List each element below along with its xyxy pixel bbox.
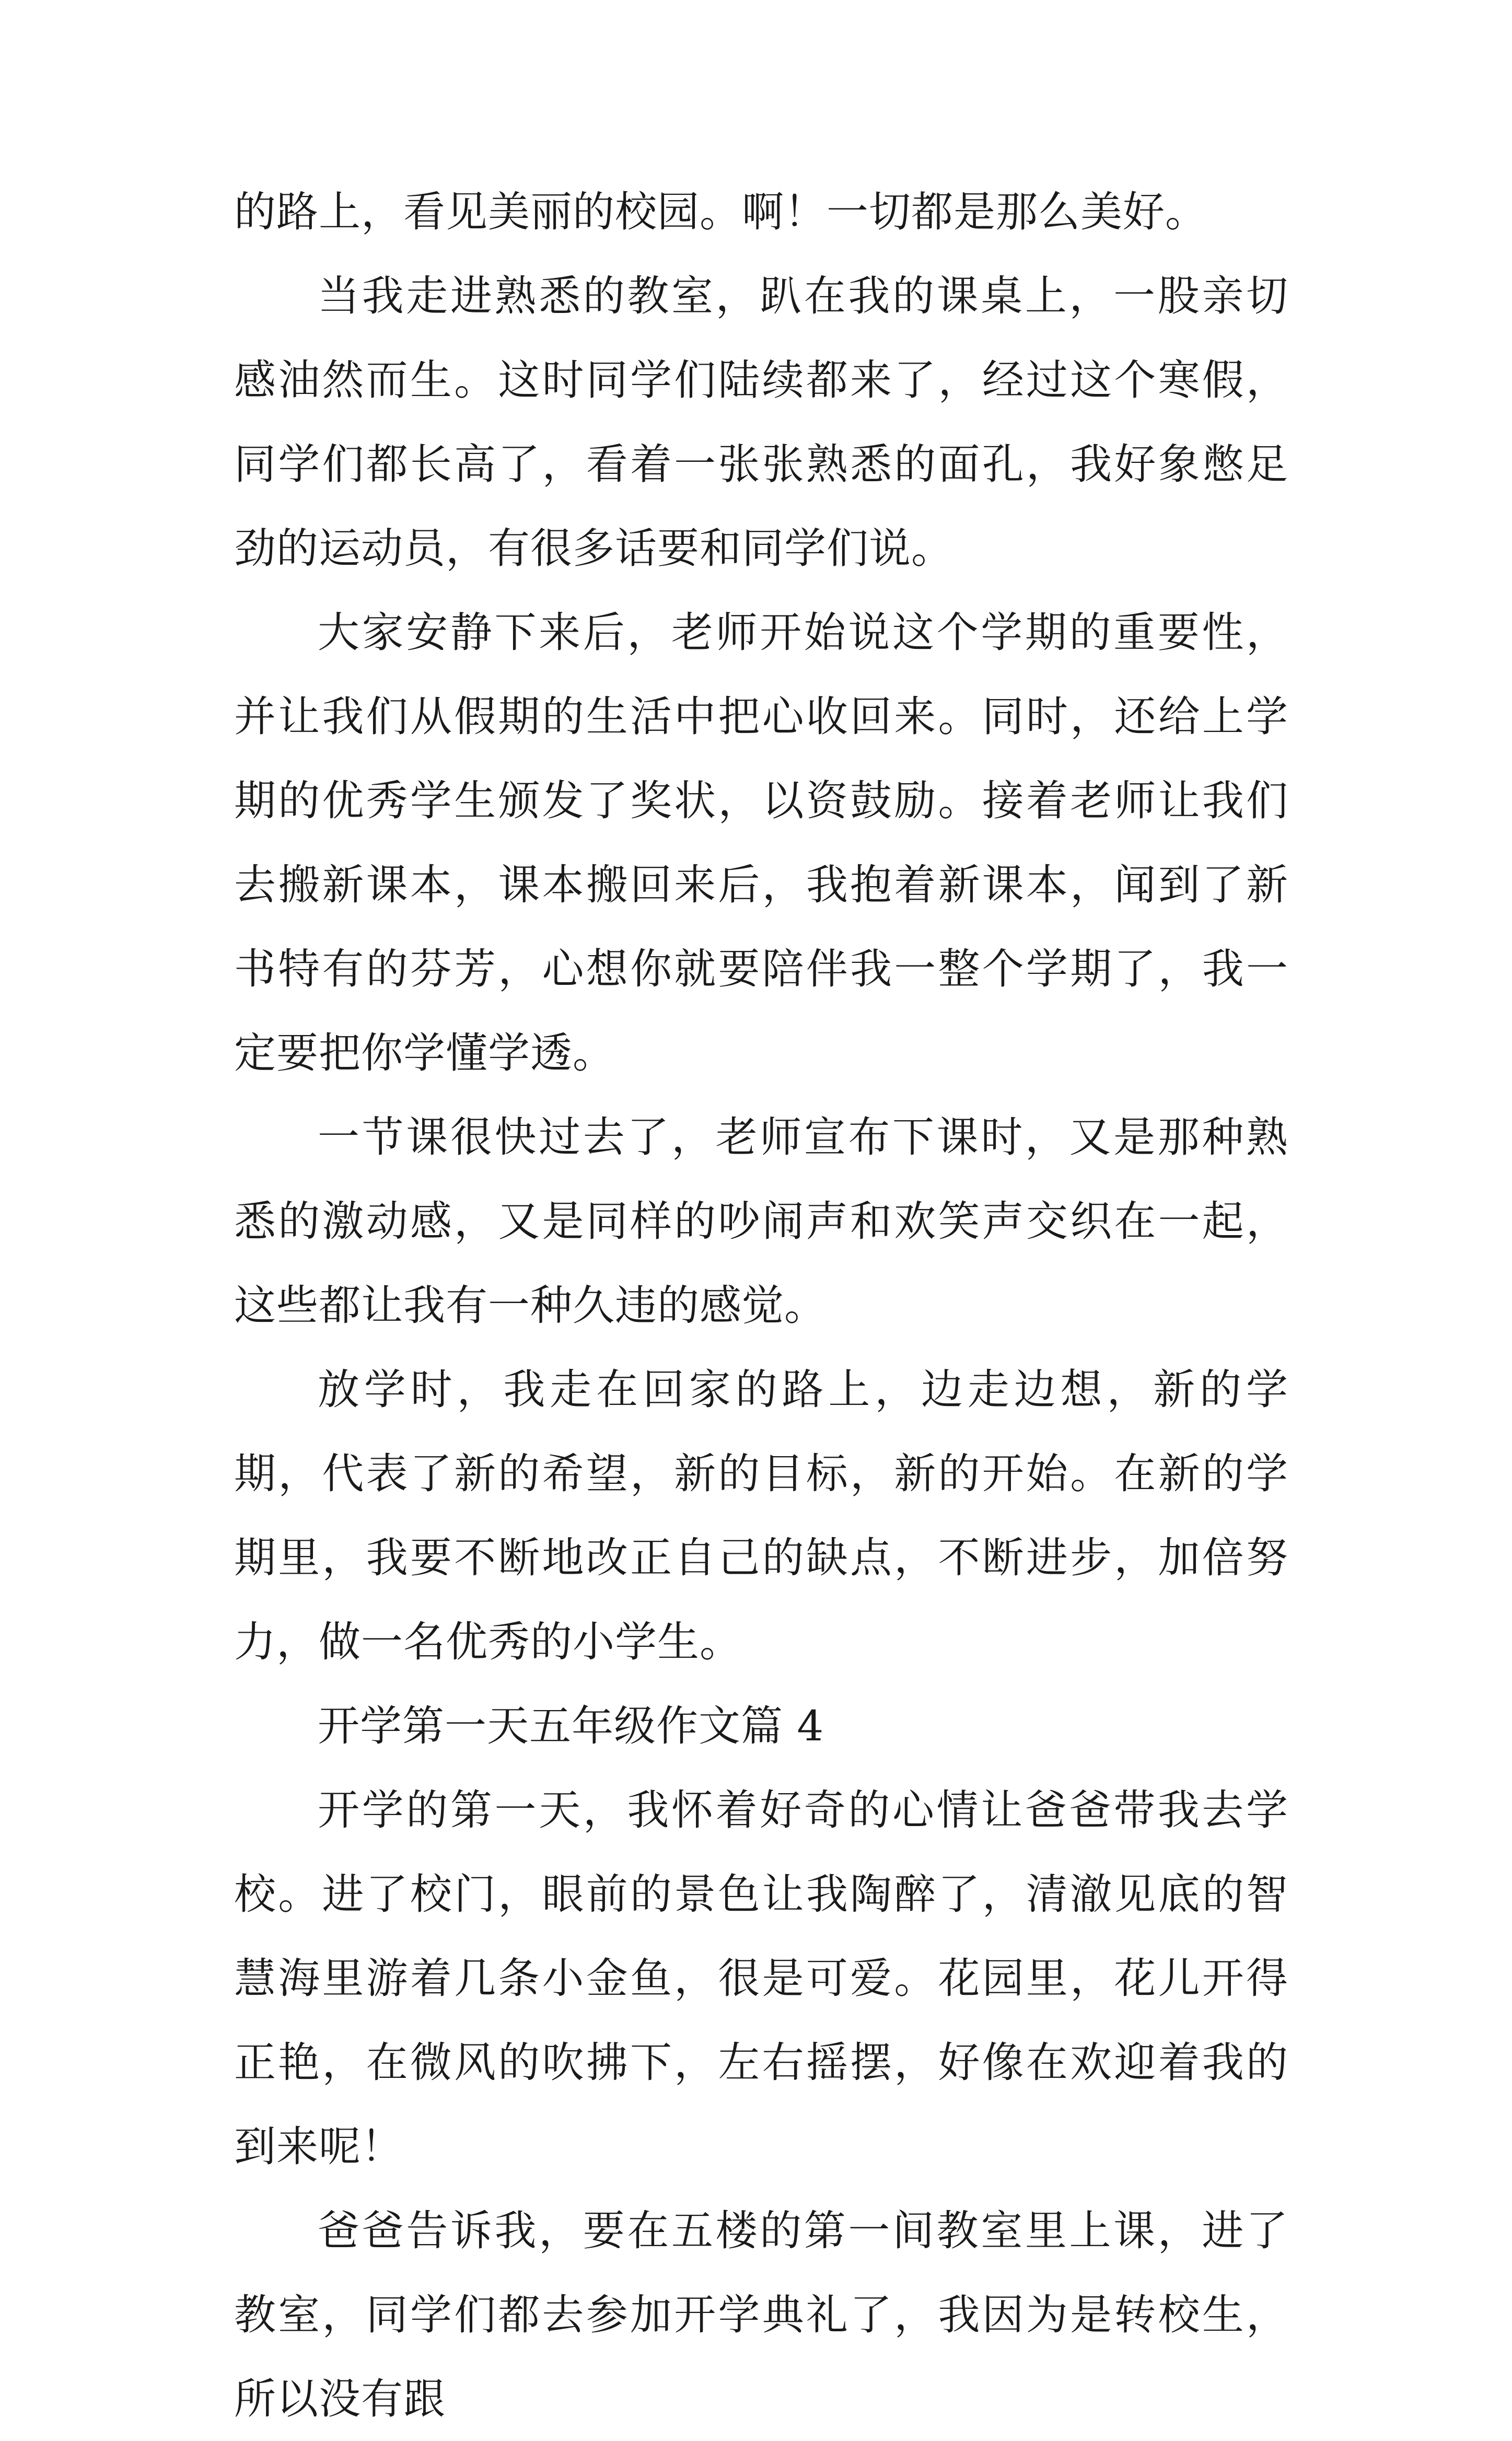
paragraph-continuation: 的路上，看见美丽的校园。啊！一切都是那么美好。 [234,188,1207,236]
essay-heading: 开学第一天五年级作文篇 4 [318,1702,824,1750]
paragraph-first-day: 开学的第一天，我怀着好奇的心情让爸爸带我去学校。进了校门，眼前的景色让我陶醉了，清澈见底的智慧海里游着几条小金鱼，很是可爱。花园里，花儿开得正艳，在微风的吹拂下，左右摇摆，好像在欢迎着我的到来呢！ [234,1786,1288,2171]
paragraph-class-over: 一节课很快过去了，老师宣布下课时，又是那种熟悉的激动感，又是同样的吵闹声和欢笑声交织在一起，这些都让我有一种久违的感觉。 [234,1113,1288,1330]
paragraph-classroom: 当我走进熟悉的教室，趴在我的课桌上，一股亲切感油然而生。这时同学们陆续都来了，经过这个寒假，同学们都长高了，看着一张张熟悉的面孔，我好象憋足劲的运动员，有很多话要和同学们说。 [234,272,1288,573]
paragraph-dad-tells: 爸爸告诉我，要在五楼的第一间教室里上课，进了教室，同学们都去参加开学典礼了，我因为是转校生，所以没有跟 [234,2206,1288,2423]
document-body [234,170,1288,2441]
paragraph-after-school: 放学时，我走在回家的路上，边走边想，新的学期，代表了新的希望，新的目标，新的开始。在新的学期里，我要不断地改正自己的缺点，不断进步，加倍努力，做一名优秀的小学生。 [234,1365,1288,1666]
paragraph-teacher: 大家安静下来后，老师开始说这个学期的重要性，并让我们从假期的生活中把心收回来。同时，还给上学期的优秀学生颁发了奖状，以资鼓励。接着老师让我们去搬新课本，课本搬回来后，我抱着新课本，闻到了新书特有的芬芳，心想你就要陪伴我一整个学期了，我一定要把你学懂学透。 [234,608,1288,1077]
